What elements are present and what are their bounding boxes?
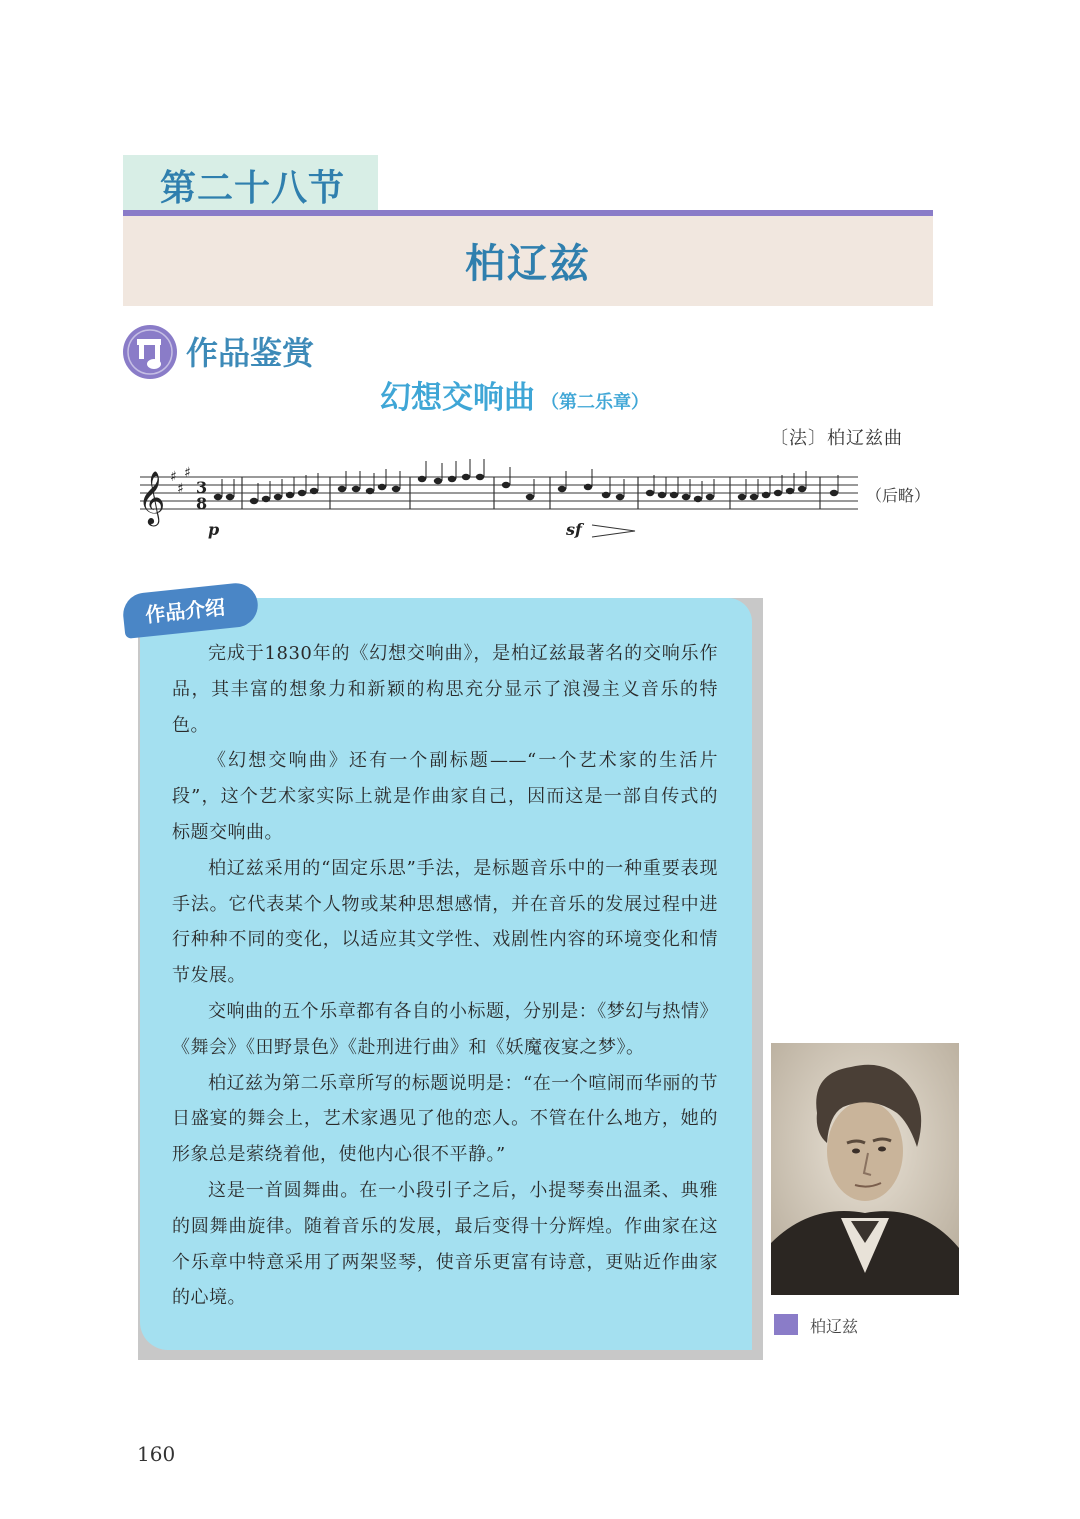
note-head xyxy=(658,492,666,498)
caption-swatch xyxy=(774,1314,798,1335)
svg-text:♯: ♯ xyxy=(177,481,184,497)
intro-paragraph: 交响曲的五个乐章都有各自的小标题，分别是：《梦幻与热情》《舞会》《田野景色》《赴刑进行曲》和《妖魔夜宴之梦》。 xyxy=(172,1000,718,1058)
note-head xyxy=(670,492,678,498)
note-head xyxy=(526,494,534,500)
section-label: 第二十八节 xyxy=(160,168,346,209)
note-head xyxy=(830,490,838,496)
note-head xyxy=(738,494,746,500)
note-head xyxy=(298,490,306,496)
staff-lines xyxy=(140,477,858,509)
intro-tab-label: 作品介绍 xyxy=(144,594,227,628)
key-signature xyxy=(170,465,191,497)
note-head xyxy=(262,496,270,502)
note-head xyxy=(462,474,470,480)
intro-paragraph: 柏辽兹为第二乐章所写的标题说明是：“在一个喧闹而华丽的节日盛宴的舞会上，艺术家遇见了他的恋人。不管在什么地方，她的形象总是萦绕着他，使他内心很不平静。” xyxy=(172,1072,718,1166)
intro-paragraph: 这是一首圆舞曲。在一小段引子之后，小提琴奏出温柔、典雅的圆舞曲旋律。随着音乐的发展，最后变得十分辉煌。作曲家在这个乐章中特意采用了两架竖琴，使音乐更富有诗意，更贴近作曲家的心境。 xyxy=(172,1179,718,1309)
note-head xyxy=(366,488,374,494)
note-head xyxy=(250,498,258,504)
note-head xyxy=(286,492,294,498)
appreciation-heading: 作品鉴赏 xyxy=(186,334,315,372)
note-head xyxy=(750,494,758,500)
note-head xyxy=(392,486,400,492)
svg-text:♯: ♯ xyxy=(184,465,191,481)
note-head xyxy=(616,494,624,500)
intro-text xyxy=(172,636,718,1316)
note-head xyxy=(274,494,282,500)
composer-credit: 〔法〕柏辽兹曲 xyxy=(770,428,903,449)
score-omitted-note: （后略） xyxy=(866,486,931,505)
note-head xyxy=(226,494,234,500)
chapter-title: 柏辽兹 xyxy=(465,241,591,287)
note-head xyxy=(338,486,346,492)
dynamic-mark-sf: sf xyxy=(566,520,582,539)
note-head xyxy=(352,486,360,492)
page-number: 160 xyxy=(137,1442,176,1466)
note-head xyxy=(214,494,222,500)
note-head xyxy=(682,494,690,500)
time-signature-top: 3 xyxy=(196,478,208,497)
note-head xyxy=(476,474,484,480)
intro-paragraph: 完成于1830年的《幻想交响曲》，是柏辽兹最著名的交响乐作品，其丰富的想象力和新颖的构思充分显示了浪漫主义音乐的特色。 xyxy=(172,643,718,736)
note-head xyxy=(418,476,426,482)
note-head xyxy=(448,476,456,482)
intro-paragraph: 柏辽兹采用的“固定乐思”手法，是标题音乐中的一种重要表现手法。它代表某个人物或某种思想感情，并在音乐的发展过程中进行种种不同的变化，以适应其文学性、戏剧性内容的环境变化和情节发展。 xyxy=(172,857,718,987)
note-head xyxy=(434,478,442,484)
note-head xyxy=(762,492,770,498)
portrait-caption: 柏辽兹 xyxy=(810,1317,859,1336)
note-head xyxy=(694,496,702,502)
decrescendo-mark xyxy=(592,525,635,537)
svg-text:♯: ♯ xyxy=(170,469,177,485)
note-head xyxy=(602,492,610,498)
note-head xyxy=(378,484,386,490)
work-title-text: 幻想交响曲 xyxy=(380,380,535,416)
note-head xyxy=(310,488,318,494)
note-head xyxy=(706,494,714,500)
music-note-icon xyxy=(123,325,177,379)
music-score xyxy=(130,455,930,545)
note-head xyxy=(646,490,654,496)
note-head xyxy=(774,490,782,496)
work-subtitle: （第二乐章） xyxy=(541,392,649,413)
note-head xyxy=(558,486,566,492)
intro-paragraph: 《幻想交响曲》还有一个副标题——“一个艺术家的生活片段”，这个艺术家实际上就是作曲家自己，因而这是一部自传式的标题交响曲。 xyxy=(172,750,718,843)
time-signature-bottom: 8 xyxy=(196,494,208,513)
note-head xyxy=(584,484,592,490)
work-title xyxy=(380,372,649,417)
composer-portrait xyxy=(771,1043,959,1295)
note-head xyxy=(798,486,806,492)
treble-clef-icon: 𝄞 xyxy=(138,470,166,524)
note-head xyxy=(502,482,510,488)
score-notes xyxy=(214,459,838,504)
note-head xyxy=(786,488,794,494)
dynamic-mark-p: p xyxy=(208,520,220,539)
